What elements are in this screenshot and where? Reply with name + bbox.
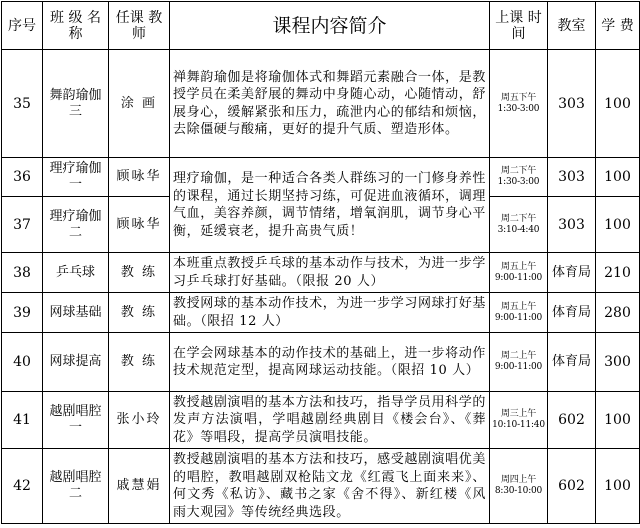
teacher-cell: 顾咏华	[109, 158, 170, 197]
description-cell: 本班重点教授乒乓球的基本动作与技术，为进一步学习乒乓球打好基础。（限报 20 人）	[170, 253, 490, 293]
course-table	[1, 1, 640, 524]
table-row	[2, 158, 640, 197]
teacher-cell: 涂 画	[109, 50, 170, 158]
class-name-cell: 理疗瑜伽二	[43, 197, 109, 253]
time-hours: 3:10-4:40	[497, 224, 540, 235]
class-name-cell: 理疗瑜伽一	[43, 158, 109, 197]
header-room: 教室	[548, 2, 596, 50]
teacher-cell: 教 练	[109, 293, 170, 333]
time-day: 周二下午	[500, 166, 537, 176]
table-row	[2, 333, 640, 392]
header-fee: 学 费	[596, 2, 640, 50]
seq-cell: 42	[2, 449, 43, 524]
table-row	[2, 392, 640, 449]
table-row	[2, 293, 640, 333]
seq-cell: 41	[2, 392, 43, 449]
time-hours: 9:00-11:00	[494, 362, 543, 372]
header-seq: 序号	[2, 2, 43, 50]
header-teacher: 任课 教师	[109, 2, 170, 50]
seq-cell: 37	[2, 197, 43, 253]
class-name-cell: 网球基础	[43, 293, 109, 333]
room-cell: 体育局	[548, 253, 596, 293]
teacher-cell: 戚慧娟	[109, 449, 170, 524]
teacher-cell: 教 练	[109, 333, 170, 392]
time-day: 周五下午	[500, 92, 537, 103]
seq-cell: 36	[2, 158, 43, 197]
seq-cell: 38	[2, 253, 43, 293]
description-cell: 教授越剧演唱的基本方法和技巧，感受越剧演唱优美的唱腔，教唱越剧双枪陆文龙《红霞飞上面来来》、何文秀《私访》、藏书之家《舍不得》、新红楼《风雨大观园》等传统经典选段。	[170, 449, 490, 524]
fee-cell: 100	[596, 449, 640, 524]
table-row	[2, 253, 640, 293]
time-day: 周三上午	[500, 409, 537, 419]
class-name-cell: 越剧唱腔二	[43, 449, 109, 524]
fee-cell: 210	[596, 253, 640, 293]
time-cell	[490, 253, 548, 293]
time-day: 周五上午	[500, 261, 537, 272]
header-description: 课程内容简介	[170, 2, 490, 50]
room-cell: 体育局	[548, 293, 596, 333]
fee-cell: 100	[596, 158, 640, 197]
class-name-cell: 越剧唱腔一	[43, 392, 109, 449]
room-cell: 体育局	[548, 333, 596, 392]
description-cell: 在学会网球基本的动作技术的基础上，进一步将动作技术规范定型，提高网球运动技能。（限招 10 人）	[170, 333, 490, 392]
teacher-cell: 教 练	[109, 253, 170, 293]
teacher-cell: 张小玲	[109, 392, 170, 449]
seq-cell: 40	[2, 333, 43, 392]
time-hours: 8:30-10:00	[494, 486, 543, 496]
class-name-cell: 网球提高	[43, 333, 109, 392]
description-cell: 禅舞韵瑜伽是将瑜伽体式和舞蹈元素融合一体，是教授学员在柔美舒展的舞动中身随心动，心随情动，舒展身心，缓解紧张和压力，疏泄内心的郁结和烦恼，去除僵硬与酸痛，更好的提升气质、塑造形体。	[170, 50, 490, 158]
fee-cell: 300	[596, 333, 640, 392]
time-day: 周二下午	[500, 213, 537, 224]
room-cell: 303	[548, 158, 596, 197]
header-time: 上课 时间	[490, 2, 548, 50]
fee-cell: 280	[596, 293, 640, 333]
description-cell: 教授越剧演唱的基本方法和技巧，指导学员用科学的发声方法演唱，学唱越剧经典剧目《楼会台》、《葬花》等唱段，提高学员演唱技能。	[170, 392, 490, 449]
room-cell: 602	[548, 449, 596, 524]
class-name-cell: 舞韵瑜伽三	[43, 50, 109, 158]
time-hours: 1:30-3:00	[497, 177, 540, 187]
table-row	[2, 50, 640, 158]
time-cell	[490, 197, 548, 253]
fee-cell: 100	[596, 197, 640, 253]
time-cell	[490, 50, 548, 158]
time-cell	[490, 293, 548, 333]
time-cell	[490, 392, 548, 449]
time-cell	[490, 333, 548, 392]
room-cell: 602	[548, 392, 596, 449]
room-cell: 303	[548, 50, 596, 158]
header-class-name: 班 级 名 称	[43, 2, 109, 50]
time-day: 周四上午	[500, 475, 537, 485]
header-row	[2, 2, 640, 50]
description-cell: 教授网球的基本动作技术，为进一步学习网球打好基础。（限招 12 人）	[170, 293, 490, 333]
seq-cell: 35	[2, 50, 43, 158]
time-hours: 9:00-11:00	[494, 312, 543, 323]
seq-cell: 39	[2, 293, 43, 333]
time-hours: 10:10-11:40	[492, 420, 545, 430]
table-row	[2, 449, 640, 524]
time-hours: 9:00-11:00	[494, 272, 543, 283]
description-cell: 理疗瑜伽，是一种适合各类人群练习的一门修身养性的课程，通过长期坚持习练，可促进血液循环，调理气血，美容养颜，调节情绪，增氧润肌，调节身心平衡，延缓衰老，提升高贵气质！	[170, 158, 490, 253]
time-cell	[490, 158, 548, 197]
room-cell: 303	[548, 197, 596, 253]
class-name-cell: 乒乓球	[43, 253, 109, 293]
teacher-cell: 顾咏华	[109, 197, 170, 253]
fee-cell: 100	[596, 392, 640, 449]
time-hours: 1:30-3:00	[497, 103, 540, 114]
time-day: 周二上午	[500, 351, 537, 361]
fee-cell: 100	[596, 50, 640, 158]
time-day: 周五上午	[500, 301, 537, 312]
time-cell	[490, 449, 548, 524]
